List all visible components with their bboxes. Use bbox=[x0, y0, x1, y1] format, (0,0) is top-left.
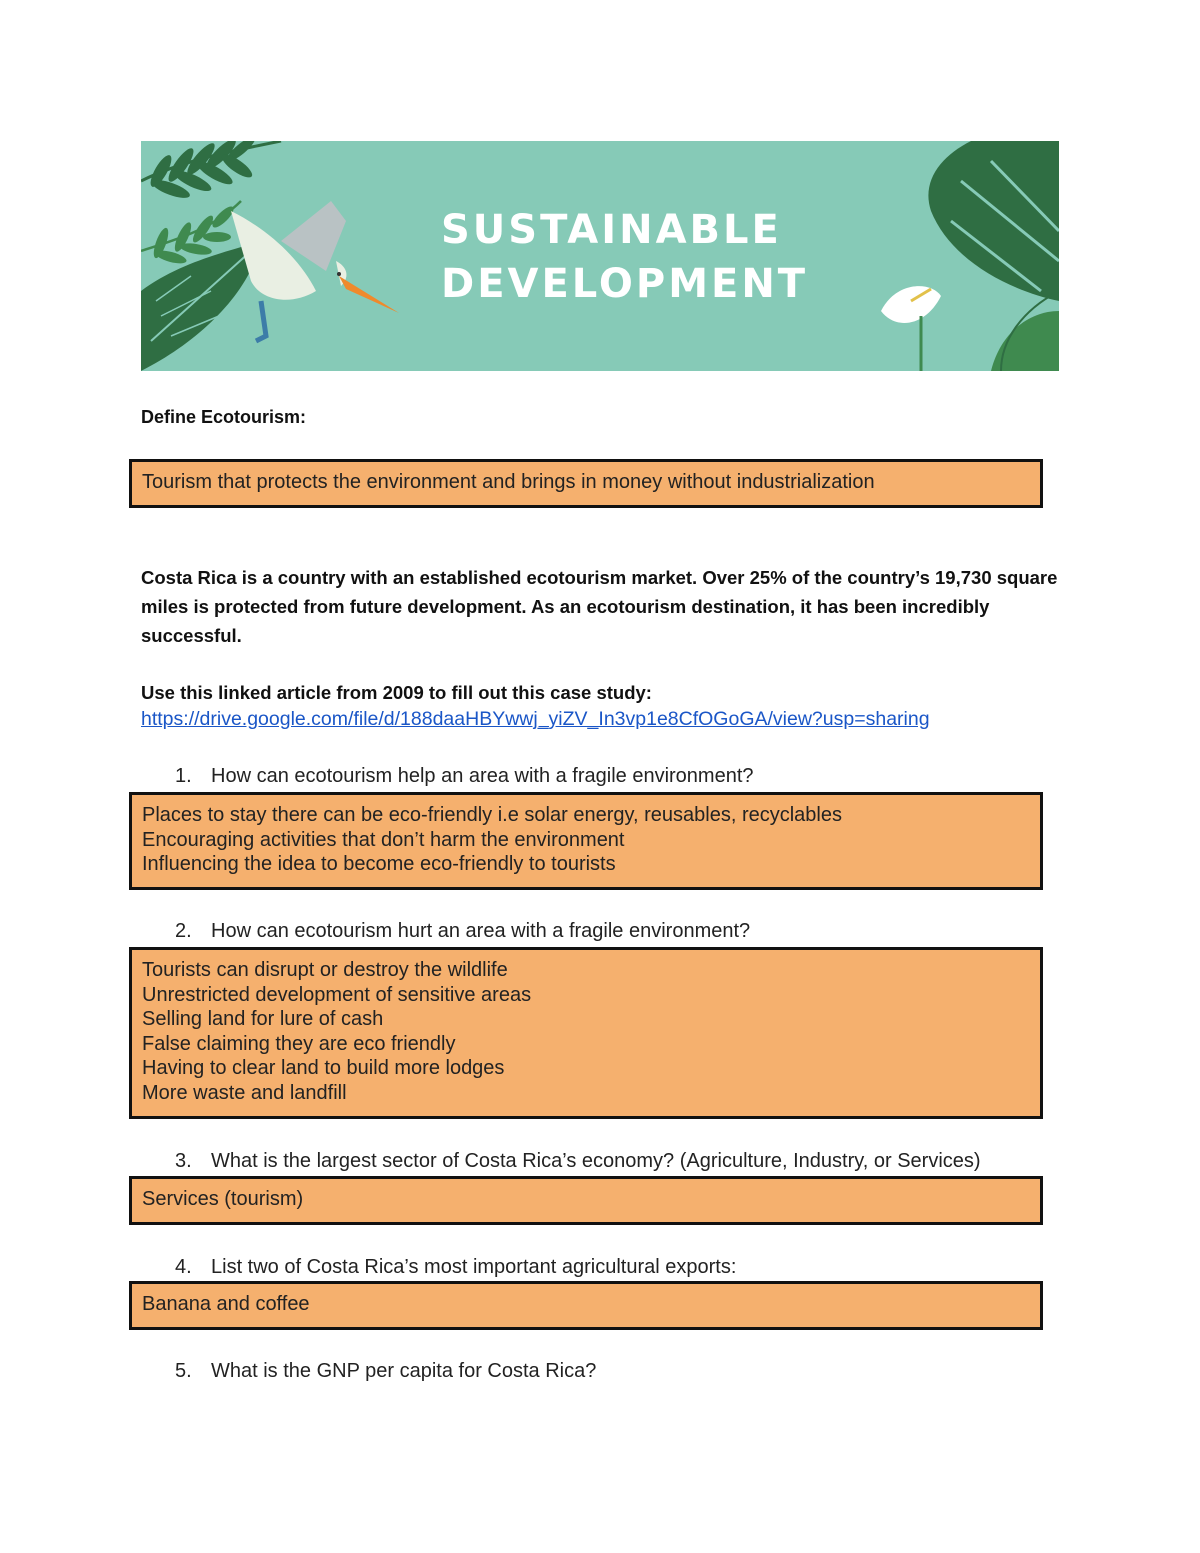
answer-line: Influencing the idea to become eco-friendly to tourists bbox=[142, 853, 616, 876]
intro-paragraph: Costa Rica is a country with an established ecotourism market. Over 25% of the country’s 19,730 square miles is protected from future development. As an ecotourism destination, it has been incredibly successful. bbox=[141, 567, 1058, 646]
pelican-icon bbox=[231, 201, 399, 341]
banner-title bbox=[441, 203, 809, 311]
question-5 bbox=[175, 1360, 596, 1383]
answer-line: Encouraging activities that don’t harm the environment bbox=[142, 828, 625, 851]
answer-box-2[interactable] bbox=[129, 947, 1043, 1119]
answer-line: False claiming they are eco friendly bbox=[142, 1032, 456, 1055]
answer-line: Tourism that protects the environment and brings in money without industrialization bbox=[142, 471, 875, 493]
answer-line: Tourists can disrupt or destroy the wildlife bbox=[142, 959, 508, 981]
question-number: 3. bbox=[175, 1150, 192, 1172]
question-text: What is the largest sector of Costa Rica’s economy? (Agriculture, Industry, or Services) bbox=[211, 1150, 981, 1172]
answer-line: Having to clear land to build more lodges bbox=[142, 1057, 505, 1080]
question-text: How can ecotourism hurt an area with a fragile environment? bbox=[211, 920, 751, 942]
answer-line: Places to stay there can be eco-friendly i.e solar energy, reusables, recyclables bbox=[142, 804, 842, 826]
answer-line: Banana and coffee bbox=[142, 1293, 310, 1315]
answer-line: More waste and landfill bbox=[142, 1081, 347, 1104]
question-number: 1. bbox=[175, 765, 192, 787]
answer-line: Services (tourism) bbox=[142, 1188, 304, 1210]
banner-title-line: SUSTAINABLE bbox=[441, 207, 782, 253]
question-1 bbox=[175, 765, 754, 788]
calla-lily-icon bbox=[881, 286, 941, 371]
question-text: List two of Costa Rica’s most important agricultural exports: bbox=[211, 1256, 737, 1278]
question-4 bbox=[175, 1256, 736, 1279]
define-label: Define Ecotourism: bbox=[141, 407, 307, 427]
banner bbox=[141, 141, 1059, 371]
question-number: 4. bbox=[175, 1256, 192, 1278]
answer-line: Selling land for lure of cash bbox=[142, 1008, 384, 1031]
banner-title-line: DEVELOPMENT bbox=[441, 261, 809, 307]
question-2 bbox=[175, 920, 750, 943]
answer-line: Unrestricted development of sensitive areas bbox=[142, 983, 532, 1006]
article-prompt: Use this linked article from 2009 to fill out this case study: bbox=[141, 682, 652, 703]
question-3 bbox=[175, 1150, 981, 1173]
question-number: 5. bbox=[175, 1360, 192, 1382]
answer-box-4[interactable] bbox=[129, 1281, 1043, 1330]
answer-box-3[interactable] bbox=[129, 1176, 1043, 1225]
monstera-leaf-icon bbox=[928, 141, 1059, 371]
answer-box-1[interactable] bbox=[129, 792, 1043, 890]
question-number: 2. bbox=[175, 920, 192, 942]
define-answer-box[interactable] bbox=[129, 459, 1043, 508]
article-link[interactable]: https://drive.google.com/file/d/188daaHBYwwj_yiZV_In3vp1e8CfOGoGA/view?usp=sharing bbox=[141, 708, 930, 730]
question-text: How can ecotourism help an area with a fragile environment? bbox=[211, 765, 754, 787]
question-text: What is the GNP per capita for Costa Rica? bbox=[211, 1360, 597, 1382]
